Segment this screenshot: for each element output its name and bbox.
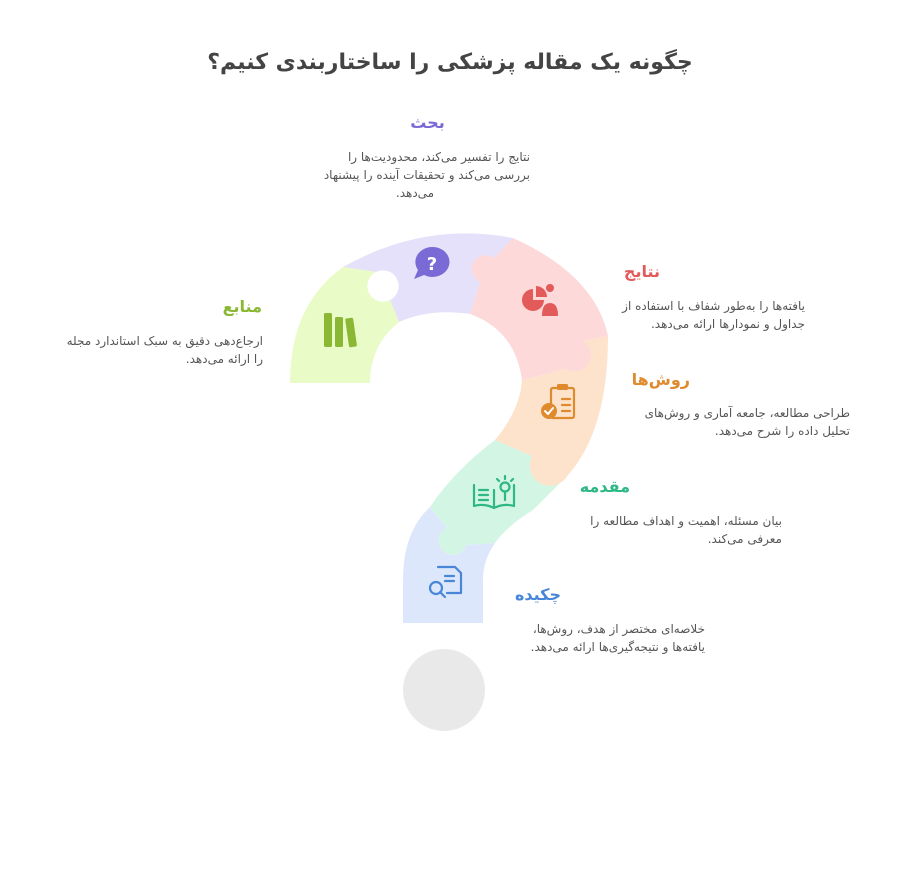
segment-references [290,267,399,383]
heading-references: منابع [222,297,262,316]
desc-results: یافته‌ها را به‌طور شفاف با استفاده از جداول و نمودارها ارائه می‌دهد. [622,299,805,331]
svg-text:?: ? [426,254,438,275]
heading-results: نتایج [623,262,660,281]
desc-references: ارجاع‌دهی دقیق به سبک استاندارد مجله را ارائه می‌دهد. [66,334,263,366]
desc-abstract: خلاصه‌ای مختصر از هدف، روش‌ها، یافته‌ها و نتیجه‌گیری‌ها ارائه می‌دهد. [530,622,705,654]
desc-introduction: بیان مسئله، اهمیت و اهداف مطالعه را معرفی می‌کند. [590,514,782,546]
desc-methods: طراحی مطالعه، جامعه آماری و روش‌های تحلیل داده را شرح می‌دهد. [644,406,850,438]
heading-introduction: مقدمه [579,477,630,496]
books-icon [324,313,357,347]
desc-discussion: نتایج را تفسیر می‌کند، محدودیت‌ها را بررسی می‌کند و تحقیقات آینده را پیشنهاد می‌دهد. [323,150,530,200]
question-dot [403,649,485,731]
heading-methods: روش‌ها [631,370,690,389]
page-title: چگونه یک مقاله پزشکی را ساختاربندی کنیم؟ [207,50,693,75]
heading-abstract: چکیده [514,585,561,604]
heading-discussion: بحث [410,113,445,132]
